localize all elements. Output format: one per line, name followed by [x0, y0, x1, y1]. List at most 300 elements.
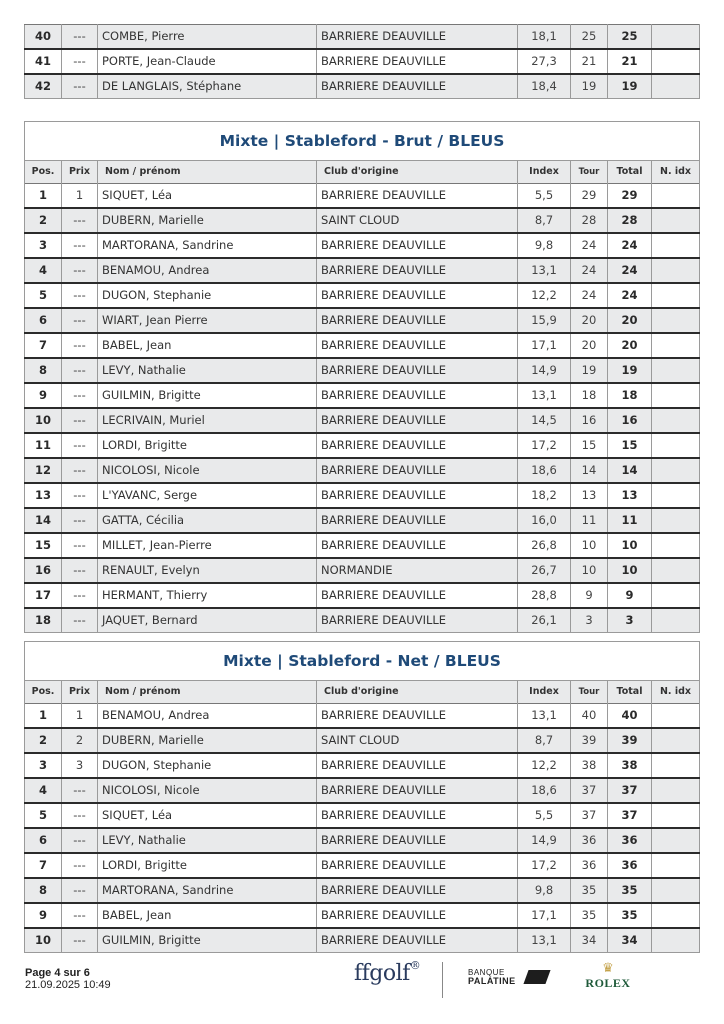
- table-row: [25, 258, 700, 283]
- cell-total: 35: [608, 878, 652, 903]
- cell-name: SIQUET, Léa: [98, 184, 317, 209]
- palatine-line1: BANQUE: [468, 968, 505, 977]
- cell-total: 21: [608, 49, 652, 74]
- cell-pos: 42: [25, 74, 62, 99]
- cell-club: BARRIERE DEAUVILLE: [317, 49, 518, 74]
- cell-prix: ---: [62, 903, 98, 928]
- cell-tour: 39: [571, 728, 608, 753]
- cell-index: 12,2: [518, 753, 571, 778]
- cell-name: DUBERN, Marielle: [98, 208, 317, 233]
- cell-index: 17,1: [518, 903, 571, 928]
- cell-prix: ---: [62, 778, 98, 803]
- cell-index: 17,2: [518, 853, 571, 878]
- cell-club: BARRIERE DEAUVILLE: [317, 358, 518, 383]
- rolex-logo: [580, 962, 636, 991]
- cell-total: 3: [608, 608, 652, 633]
- cell-tour: 36: [571, 828, 608, 853]
- table-row: [25, 49, 700, 74]
- cell-club: BARRIERE DEAUVILLE: [317, 74, 518, 99]
- cell-index: 15,9: [518, 308, 571, 333]
- page-number: Page 4 sur 6: [25, 967, 90, 979]
- col-header-pos: Pos.: [25, 161, 62, 184]
- cell-nidx: [652, 704, 700, 729]
- col-header-nidx: N. idx: [652, 681, 700, 704]
- cell-nidx: [652, 608, 700, 633]
- col-header-total: Total: [608, 161, 652, 184]
- cell-club: BARRIERE DEAUVILLE: [317, 828, 518, 853]
- cell-club: BARRIERE DEAUVILLE: [317, 408, 518, 433]
- palatine-line2: PALATINE: [468, 976, 516, 986]
- cell-total: 24: [608, 233, 652, 258]
- cell-tour: 35: [571, 878, 608, 903]
- cell-club: BARRIERE DEAUVILLE: [317, 583, 518, 608]
- table-row: [25, 408, 700, 433]
- cell-name: GATTA, Cécilia: [98, 508, 317, 533]
- registered-mark: ®: [409, 958, 421, 972]
- table-row: [25, 184, 700, 209]
- cell-total: 13: [608, 483, 652, 508]
- table-row: [25, 533, 700, 558]
- cell-tour: 40: [571, 704, 608, 729]
- table-row: [25, 583, 700, 608]
- cell-nidx: [652, 358, 700, 383]
- col-header-name: Nom / prénom: [98, 681, 317, 704]
- cell-pos: 16: [25, 558, 62, 583]
- cell-nidx: [652, 458, 700, 483]
- cell-prix: ---: [62, 283, 98, 308]
- cell-pos: 15: [25, 533, 62, 558]
- ffgolf-wordmark: ffgolf: [354, 961, 410, 986]
- cell-name: DUGON, Stephanie: [98, 283, 317, 308]
- table-row: [25, 74, 700, 99]
- cell-index: 14,9: [518, 828, 571, 853]
- cell-prix: ---: [62, 608, 98, 633]
- cell-total: 20: [608, 333, 652, 358]
- cell-name: LEVY, Nathalie: [98, 358, 317, 383]
- cell-tour: 20: [571, 333, 608, 358]
- cell-name: NICOLOSI, Nicole: [98, 778, 317, 803]
- cell-total: 24: [608, 258, 652, 283]
- col-header-club: Club d'origine: [317, 681, 518, 704]
- table-title: Mixte | Stableford - Net / BLEUS: [25, 642, 700, 681]
- cell-index: 17,2: [518, 433, 571, 458]
- table-row: [25, 778, 700, 803]
- cell-pos: 9: [25, 903, 62, 928]
- cell-tour: 24: [571, 283, 608, 308]
- cell-nidx: [652, 408, 700, 433]
- cell-total: 29: [608, 184, 652, 209]
- cell-name: DUBERN, Marielle: [98, 728, 317, 753]
- cell-prix: ---: [62, 803, 98, 828]
- cell-club: BARRIERE DEAUVILLE: [317, 184, 518, 209]
- col-header-pos: Pos.: [25, 681, 62, 704]
- cell-pos: 5: [25, 803, 62, 828]
- cell-name: RENAULT, Evelyn: [98, 558, 317, 583]
- cell-prix: 1: [62, 704, 98, 729]
- cell-total: 20: [608, 308, 652, 333]
- cell-nidx: [652, 828, 700, 853]
- cell-tour: 3: [571, 608, 608, 633]
- cell-tour: 21: [571, 49, 608, 74]
- cell-name: LORDI, Brigitte: [98, 853, 317, 878]
- cell-index: 13,1: [518, 704, 571, 729]
- cell-nidx: [652, 508, 700, 533]
- cell-index: 13,1: [518, 383, 571, 408]
- cell-tour: 14: [571, 458, 608, 483]
- cell-name: MARTORANA, Sandrine: [98, 233, 317, 258]
- cell-pos: 8: [25, 878, 62, 903]
- cell-index: 9,8: [518, 233, 571, 258]
- cell-name: GUILMIN, Brigitte: [98, 928, 317, 953]
- cell-name: LEVY, Nathalie: [98, 828, 317, 853]
- cell-nidx: [652, 333, 700, 358]
- cell-pos: 7: [25, 853, 62, 878]
- cell-club: BARRIERE DEAUVILLE: [317, 258, 518, 283]
- cell-nidx: [652, 903, 700, 928]
- cell-index: 12,2: [518, 283, 571, 308]
- cell-index: 13,1: [518, 258, 571, 283]
- cell-index: 28,8: [518, 583, 571, 608]
- crown-icon: ♛: [602, 961, 614, 976]
- cell-pos: 4: [25, 258, 62, 283]
- table-row: [25, 903, 700, 928]
- cell-nidx: [652, 433, 700, 458]
- cell-prix: ---: [62, 558, 98, 583]
- cell-prix: 3: [62, 753, 98, 778]
- cell-index: 8,7: [518, 208, 571, 233]
- cell-total: 28: [608, 208, 652, 233]
- cell-tour: 37: [571, 778, 608, 803]
- cell-total: 36: [608, 828, 652, 853]
- cell-tour: 10: [571, 558, 608, 583]
- cell-name: WIART, Jean Pierre: [98, 308, 317, 333]
- cell-club: SAINT CLOUD: [317, 728, 518, 753]
- print-datetime: 21.09.2025 10:49: [25, 979, 111, 991]
- cell-club: BARRIERE DEAUVILLE: [317, 433, 518, 458]
- table-row: [25, 483, 700, 508]
- cell-index: 26,1: [518, 608, 571, 633]
- cell-club: BARRIERE DEAUVILLE: [317, 778, 518, 803]
- cell-pos: 1: [25, 704, 62, 729]
- table-row: [25, 383, 700, 408]
- cell-name: BABEL, Jean: [98, 333, 317, 358]
- table-row: [25, 433, 700, 458]
- table-row: [25, 558, 700, 583]
- cell-pos: 4: [25, 778, 62, 803]
- cell-tour: 25: [571, 25, 608, 50]
- cell-tour: 9: [571, 583, 608, 608]
- table-row: [25, 458, 700, 483]
- cell-total: 18: [608, 383, 652, 408]
- cell-prix: ---: [62, 533, 98, 558]
- cell-nidx: [652, 74, 700, 99]
- cell-club: BARRIERE DEAUVILLE: [317, 803, 518, 828]
- cell-name: BENAMOU, Andrea: [98, 258, 317, 283]
- cell-tour: 11: [571, 508, 608, 533]
- cell-pos: 40: [25, 25, 62, 50]
- cell-nidx: [652, 233, 700, 258]
- cell-total: 36: [608, 853, 652, 878]
- cell-tour: 13: [571, 483, 608, 508]
- cell-name: SIQUET, Léa: [98, 803, 317, 828]
- table-row: [25, 333, 700, 358]
- cell-total: 9: [608, 583, 652, 608]
- cell-nidx: [652, 583, 700, 608]
- cell-total: 25: [608, 25, 652, 50]
- table-row: [25, 308, 700, 333]
- cell-pos: 1: [25, 184, 62, 209]
- cell-tour: 38: [571, 753, 608, 778]
- cell-index: 16,0: [518, 508, 571, 533]
- table-row: [25, 608, 700, 633]
- cell-index: 8,7: [518, 728, 571, 753]
- cell-pos: 10: [25, 408, 62, 433]
- cell-total: 14: [608, 458, 652, 483]
- cell-total: 16: [608, 408, 652, 433]
- cell-prix: ---: [62, 74, 98, 99]
- col-header-tour: Tour: [571, 161, 608, 184]
- col-header-total: Total: [608, 681, 652, 704]
- cell-name: PORTE, Jean-Claude: [98, 49, 317, 74]
- cell-nidx: [652, 208, 700, 233]
- cell-pos: 2: [25, 208, 62, 233]
- cell-name: GUILMIN, Brigitte: [98, 383, 317, 408]
- cell-prix: ---: [62, 408, 98, 433]
- cell-total: 19: [608, 74, 652, 99]
- cell-total: 15: [608, 433, 652, 458]
- cell-index: 18,2: [518, 483, 571, 508]
- cell-total: 35: [608, 903, 652, 928]
- cell-name: DE LANGLAIS, Stéphane: [98, 74, 317, 99]
- cell-total: 10: [608, 533, 652, 558]
- cell-nidx: [652, 533, 700, 558]
- cell-nidx: [652, 878, 700, 903]
- cell-club: BARRIERE DEAUVILLE: [317, 704, 518, 729]
- cell-nidx: [652, 383, 700, 408]
- cell-index: 18,4: [518, 74, 571, 99]
- cell-prix: ---: [62, 233, 98, 258]
- cell-name: HERMANT, Thierry: [98, 583, 317, 608]
- cell-name: BENAMOU, Andrea: [98, 704, 317, 729]
- cell-prix: ---: [62, 25, 98, 50]
- cell-prix: ---: [62, 49, 98, 74]
- cell-total: 24: [608, 283, 652, 308]
- cell-index: 9,8: [518, 878, 571, 903]
- logo-divider: [442, 962, 443, 998]
- page-footer-info: [25, 967, 111, 991]
- table-row: [25, 208, 700, 233]
- cell-pos: 9: [25, 383, 62, 408]
- cell-pos: 10: [25, 928, 62, 953]
- cell-index: 17,1: [518, 333, 571, 358]
- cell-prix: ---: [62, 258, 98, 283]
- results-table-continued: [24, 24, 700, 99]
- cell-club: BARRIERE DEAUVILLE: [317, 903, 518, 928]
- cell-index: 26,8: [518, 533, 571, 558]
- cell-nidx: [652, 25, 700, 50]
- cell-pos: 6: [25, 308, 62, 333]
- table-row: [25, 853, 700, 878]
- cell-pos: 3: [25, 233, 62, 258]
- cell-club: BARRIERE DEAUVILLE: [317, 333, 518, 358]
- cell-name: LORDI, Brigitte: [98, 433, 317, 458]
- cell-prix: ---: [62, 458, 98, 483]
- cell-club: NORMANDIE: [317, 558, 518, 583]
- cell-pos: 2: [25, 728, 62, 753]
- cell-prix: ---: [62, 358, 98, 383]
- cell-tour: 19: [571, 74, 608, 99]
- cell-nidx: [652, 853, 700, 878]
- cell-club: BARRIERE DEAUVILLE: [317, 608, 518, 633]
- cell-tour: 35: [571, 903, 608, 928]
- cell-club: SAINT CLOUD: [317, 208, 518, 233]
- cell-index: 18,6: [518, 778, 571, 803]
- table-row: [25, 233, 700, 258]
- table-row: [25, 25, 700, 50]
- table-row: [25, 928, 700, 953]
- cell-pos: 13: [25, 483, 62, 508]
- cell-name: MARTORANA, Sandrine: [98, 878, 317, 903]
- cell-index: 5,5: [518, 803, 571, 828]
- cell-club: BARRIERE DEAUVILLE: [317, 483, 518, 508]
- cell-name: LECRIVAIN, Muriel: [98, 408, 317, 433]
- cell-club: BARRIERE DEAUVILLE: [317, 753, 518, 778]
- cell-index: 14,9: [518, 358, 571, 383]
- cell-tour: 16: [571, 408, 608, 433]
- cell-pos: 8: [25, 358, 62, 383]
- table-row: [25, 728, 700, 753]
- cell-tour: 20: [571, 308, 608, 333]
- cell-name: JAQUET, Bernard: [98, 608, 317, 633]
- table-row: [25, 508, 700, 533]
- cell-name: NICOLOSI, Nicole: [98, 458, 317, 483]
- cell-total: 40: [608, 704, 652, 729]
- results-table-brut: [24, 121, 700, 633]
- cell-nidx: [652, 283, 700, 308]
- cell-pos: 18: [25, 608, 62, 633]
- cell-tour: 24: [571, 233, 608, 258]
- col-header-index: Index: [518, 681, 571, 704]
- cell-club: BARRIERE DEAUVILLE: [317, 308, 518, 333]
- cell-pos: 17: [25, 583, 62, 608]
- cell-nidx: [652, 753, 700, 778]
- cell-club: BARRIERE DEAUVILLE: [317, 928, 518, 953]
- cell-prix: ---: [62, 433, 98, 458]
- cell-tour: 18: [571, 383, 608, 408]
- cell-tour: 24: [571, 258, 608, 283]
- cell-index: 18,1: [518, 25, 571, 50]
- cell-prix: ---: [62, 208, 98, 233]
- col-header-tour: Tour: [571, 681, 608, 704]
- cell-prix: ---: [62, 483, 98, 508]
- cell-index: 13,1: [518, 928, 571, 953]
- cell-club: BARRIERE DEAUVILLE: [317, 853, 518, 878]
- cell-club: BARRIERE DEAUVILLE: [317, 458, 518, 483]
- col-header-prix: Prix: [62, 681, 98, 704]
- ffgolf-logo: [354, 958, 421, 986]
- cell-total: 37: [608, 778, 652, 803]
- cell-pos: 11: [25, 433, 62, 458]
- cell-name: BABEL, Jean: [98, 903, 317, 928]
- table-row: [25, 878, 700, 903]
- cell-pos: 7: [25, 333, 62, 358]
- cell-tour: 28: [571, 208, 608, 233]
- col-header-name: Nom / prénom: [98, 161, 317, 184]
- cell-tour: 15: [571, 433, 608, 458]
- cell-total: 37: [608, 803, 652, 828]
- cell-nidx: [652, 483, 700, 508]
- cell-nidx: [652, 308, 700, 333]
- cell-club: BARRIERE DEAUVILLE: [317, 533, 518, 558]
- col-header-club: Club d'origine: [317, 161, 518, 184]
- results-table-net: [24, 641, 700, 953]
- cell-pos: 14: [25, 508, 62, 533]
- cell-prix: ---: [62, 853, 98, 878]
- cell-pos: 41: [25, 49, 62, 74]
- cell-index: 26,7: [518, 558, 571, 583]
- cell-club: BARRIERE DEAUVILLE: [317, 878, 518, 903]
- cell-index: 27,3: [518, 49, 571, 74]
- cell-index: 14,5: [518, 408, 571, 433]
- cell-prix: ---: [62, 878, 98, 903]
- cell-total: 19: [608, 358, 652, 383]
- table-row: [25, 828, 700, 853]
- table-row: [25, 803, 700, 828]
- cell-prix: ---: [62, 508, 98, 533]
- cell-tour: 37: [571, 803, 608, 828]
- rolex-wordmark: ROLEX: [585, 976, 631, 990]
- cell-prix: ---: [62, 583, 98, 608]
- cell-nidx: [652, 49, 700, 74]
- cell-nidx: [652, 258, 700, 283]
- banque-palatine-logo: [468, 969, 516, 985]
- cell-total: 38: [608, 753, 652, 778]
- cell-prix: ---: [62, 333, 98, 358]
- cell-name: MILLET, Jean-Pierre: [98, 533, 317, 558]
- col-header-prix: Prix: [62, 161, 98, 184]
- cell-club: BARRIERE DEAUVILLE: [317, 233, 518, 258]
- cell-tour: 29: [571, 184, 608, 209]
- cell-club: BARRIERE DEAUVILLE: [317, 383, 518, 408]
- table-title: Mixte | Stableford - Brut / BLEUS: [25, 122, 700, 161]
- cell-prix: ---: [62, 828, 98, 853]
- cell-club: BARRIERE DEAUVILLE: [317, 508, 518, 533]
- cell-total: 10: [608, 558, 652, 583]
- cell-club: BARRIERE DEAUVILLE: [317, 25, 518, 50]
- cell-tour: 36: [571, 853, 608, 878]
- cell-name: L'YAVANC, Serge: [98, 483, 317, 508]
- cell-index: 18,6: [518, 458, 571, 483]
- cell-nidx: [652, 728, 700, 753]
- cell-name: COMBE, Pierre: [98, 25, 317, 50]
- cell-name: DUGON, Stephanie: [98, 753, 317, 778]
- cell-pos: 6: [25, 828, 62, 853]
- cell-tour: 34: [571, 928, 608, 953]
- cell-nidx: [652, 184, 700, 209]
- cell-prix: ---: [62, 308, 98, 333]
- cell-pos: 5: [25, 283, 62, 308]
- col-header-nidx: N. idx: [652, 161, 700, 184]
- cell-pos: 3: [25, 753, 62, 778]
- col-header-index: Index: [518, 161, 571, 184]
- cell-club: BARRIERE DEAUVILLE: [317, 283, 518, 308]
- palatine-emblem-icon: [523, 970, 550, 984]
- cell-total: 39: [608, 728, 652, 753]
- cell-tour: 19: [571, 358, 608, 383]
- cell-prix: ---: [62, 383, 98, 408]
- cell-index: 5,5: [518, 184, 571, 209]
- table-row: [25, 283, 700, 308]
